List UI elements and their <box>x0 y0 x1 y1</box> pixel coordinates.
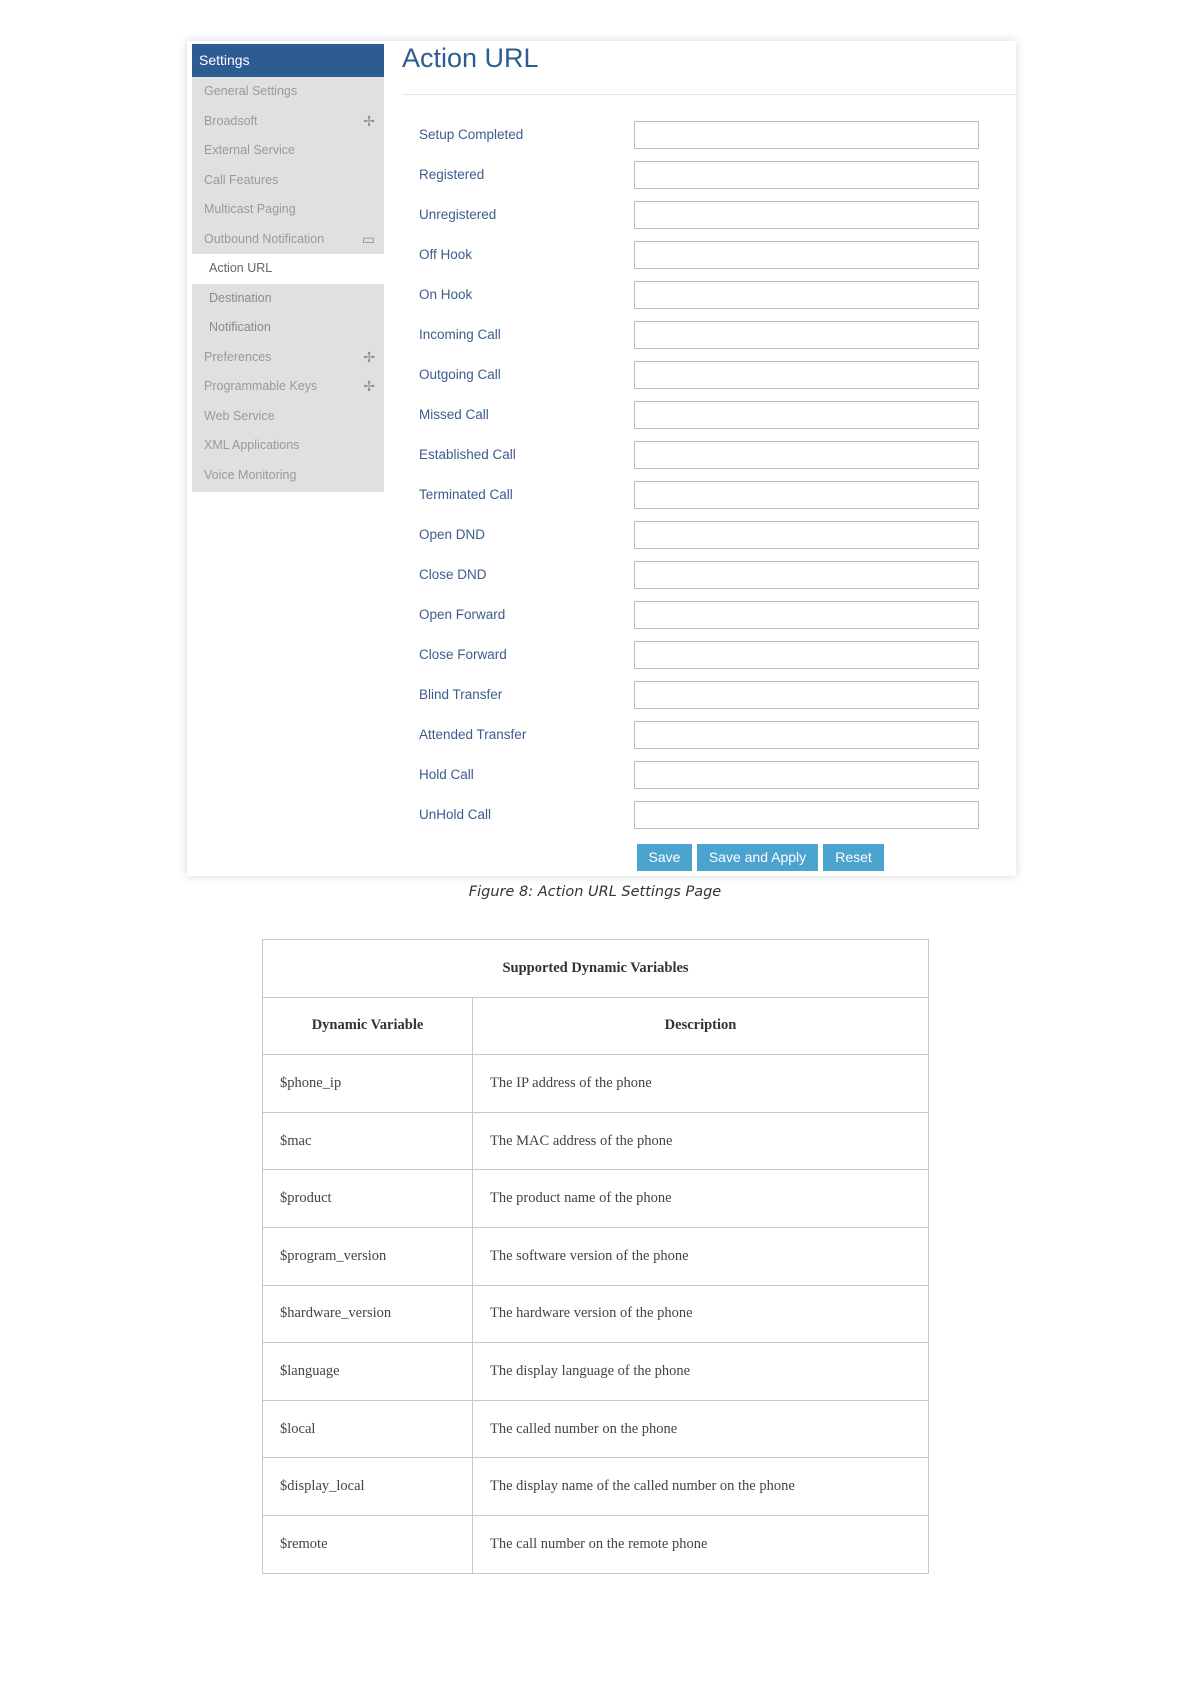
description-cell: The display name of the called number on the phone <box>473 1458 929 1516</box>
form-row <box>419 521 999 549</box>
variable-cell: $display_local <box>263 1458 473 1516</box>
terminated-call-url-input[interactable] <box>634 481 979 509</box>
description-cell: The software version of the phone <box>473 1227 929 1285</box>
sidebar-item-external-service[interactable] <box>192 136 384 166</box>
sidebar-item-destination[interactable] <box>192 284 384 314</box>
figure-caption: Figure 8: Action URL Settings Page <box>468 884 722 900</box>
dynamic-variables-table <box>262 939 929 1574</box>
variable-cell: $local <box>263 1400 473 1458</box>
sidebar-item-label: Broadsoft <box>204 113 258 128</box>
table-row <box>263 1170 929 1228</box>
field-label: On Hook <box>419 287 473 302</box>
form-row <box>419 761 999 789</box>
field-label: Open Forward <box>419 607 506 622</box>
established-call-url-input[interactable] <box>634 441 979 469</box>
description-cell: The product name of the phone <box>473 1170 929 1228</box>
table-row <box>263 1515 929 1573</box>
sidebar-item-label: Web Service <box>204 408 275 423</box>
sidebar-item-broadsoft[interactable] <box>192 107 384 137</box>
sidebar-item-voice-monitoring[interactable] <box>192 461 384 491</box>
expand-plus-icon[interactable]: ✢ <box>363 112 375 129</box>
outgoing-call-url-input[interactable] <box>634 361 979 389</box>
field-label: Outgoing Call <box>419 367 501 382</box>
title-divider <box>402 94 1016 95</box>
sidebar-item-label: Programmable Keys <box>204 379 318 393</box>
variable-cell: $hardware_version <box>263 1285 473 1343</box>
table-row <box>263 1055 929 1113</box>
settings-sidebar <box>192 44 384 492</box>
variable-cell: $mac <box>263 1112 473 1170</box>
description-cell: The IP address of the phone <box>473 1055 929 1113</box>
table-row <box>263 1458 929 1516</box>
sidebar-item-label: General Settings <box>204 84 298 98</box>
variable-cell: $product <box>263 1170 473 1228</box>
form-row <box>419 641 999 669</box>
field-label: Close Forward <box>419 647 507 662</box>
form-row <box>419 201 999 229</box>
sidebar-item-label: XML Applications <box>204 438 300 452</box>
save-button[interactable]: Save <box>637 844 692 871</box>
table-title-row <box>263 940 929 998</box>
open-forward-url-input[interactable] <box>634 601 979 629</box>
field-label: Missed Call <box>419 407 489 422</box>
sidebar-item-label: Preferences <box>204 349 272 364</box>
blind-transfer-url-input[interactable] <box>634 681 979 709</box>
form-row <box>419 121 999 149</box>
sidebar-item-label: Action URL <box>209 261 273 275</box>
sidebar-item-xml-applications[interactable] <box>192 431 384 461</box>
sidebar-item-label: External Service <box>204 143 296 157</box>
table-row <box>263 1343 929 1401</box>
sidebar-item-outbound-notification[interactable] <box>192 225 384 255</box>
sidebar-menu <box>192 77 384 492</box>
setup-completed-url-input[interactable] <box>634 121 979 149</box>
expand-plus-icon[interactable]: ✢ <box>363 378 375 394</box>
save-and-apply-button[interactable]: Save and Apply <box>697 844 818 871</box>
column-header-description: Description <box>473 997 929 1055</box>
form-row <box>419 561 999 589</box>
sidebar-item-label: Multicast Paging <box>204 202 296 216</box>
field-label: Setup Completed <box>419 127 524 142</box>
variable-cell: $program_version <box>263 1227 473 1285</box>
field-label: Incoming Call <box>419 327 501 342</box>
form-row <box>419 241 999 269</box>
close-dnd-url-input[interactable] <box>634 561 979 589</box>
settings-screenshot <box>187 41 1016 876</box>
variable-cell: $remote <box>263 1515 473 1573</box>
table-header-row <box>263 997 929 1055</box>
sidebar-item-multicast-paging[interactable] <box>192 195 384 225</box>
form-row <box>419 801 999 829</box>
table-title: Supported Dynamic Variables <box>263 940 929 998</box>
table-row <box>263 1227 929 1285</box>
form-row <box>419 681 999 709</box>
sidebar-item-web-service[interactable] <box>192 402 384 432</box>
on-hook-url-input[interactable] <box>634 281 979 309</box>
missed-call-url-input[interactable] <box>634 401 979 429</box>
sidebar-header: Settings <box>192 44 384 77</box>
column-header-variable: Dynamic Variable <box>263 997 473 1055</box>
form-row <box>419 361 999 389</box>
form-row <box>419 401 999 429</box>
table-row <box>263 1400 929 1458</box>
description-cell: The call number on the remote phone <box>473 1515 929 1573</box>
sidebar-item-label: Destination <box>209 290 272 305</box>
field-label: Off Hook <box>419 247 473 262</box>
description-cell: The display language of the phone <box>473 1343 929 1401</box>
description-cell: The called number on the phone <box>473 1400 929 1458</box>
form-row <box>419 161 999 189</box>
field-label: Open DND <box>419 527 486 542</box>
sidebar-item-label: Call Features <box>204 172 279 187</box>
variable-cell: $phone_ip <box>263 1055 473 1113</box>
field-label: Unregistered <box>419 207 497 222</box>
reset-button[interactable]: Reset <box>823 844 884 871</box>
close-forward-url-input[interactable] <box>634 641 979 669</box>
field-label: Terminated Call <box>419 487 513 502</box>
unregistered-url-input[interactable] <box>634 201 979 229</box>
form-row <box>419 721 999 749</box>
expand-plus-icon[interactable]: ✢ <box>363 348 375 365</box>
form-row <box>419 441 999 469</box>
table-row <box>263 1112 929 1170</box>
field-label: UnHold Call <box>419 807 492 822</box>
unhold-call-url-input[interactable] <box>634 801 979 829</box>
off-hook-url-input[interactable] <box>634 241 979 269</box>
sidebar-item-label: Notification <box>209 320 271 334</box>
sidebar-item-preferences[interactable] <box>192 343 384 373</box>
form-row <box>419 321 999 349</box>
field-label: Attended Transfer <box>419 727 527 742</box>
field-label: Established Call <box>419 447 516 462</box>
form-row <box>419 281 999 309</box>
sidebar-item-notification[interactable] <box>192 313 384 343</box>
sidebar-item-programmable-keys[interactable] <box>192 372 384 402</box>
hold-call-url-input[interactable] <box>634 761 979 789</box>
field-label: Registered <box>419 167 485 182</box>
sidebar-item-general-settings[interactable] <box>192 77 384 107</box>
sidebar-item-label: Outbound Notification <box>204 231 325 246</box>
registered-url-input[interactable] <box>634 161 979 189</box>
open-dnd-url-input[interactable] <box>634 521 979 549</box>
sidebar-item-call-features[interactable] <box>192 166 384 196</box>
form-row <box>419 601 999 629</box>
form-row <box>419 481 999 509</box>
description-cell: The hardware version of the phone <box>473 1285 929 1343</box>
field-label: Close DND <box>419 567 487 582</box>
sidebar-item-label: Voice Monitoring <box>204 467 297 482</box>
field-label: Hold Call <box>419 767 474 782</box>
page-title: Action URL <box>402 43 539 73</box>
variable-cell: $language <box>263 1343 473 1401</box>
table-row <box>263 1285 929 1343</box>
attended-transfer-url-input[interactable] <box>634 721 979 749</box>
description-cell: The MAC address of the phone <box>473 1112 929 1170</box>
collapse-minus-icon[interactable]: ▭ <box>361 230 375 247</box>
incoming-call-url-input[interactable] <box>634 321 979 349</box>
field-label: Blind Transfer <box>419 687 503 702</box>
sidebar-item-action-url[interactable] <box>192 254 384 284</box>
